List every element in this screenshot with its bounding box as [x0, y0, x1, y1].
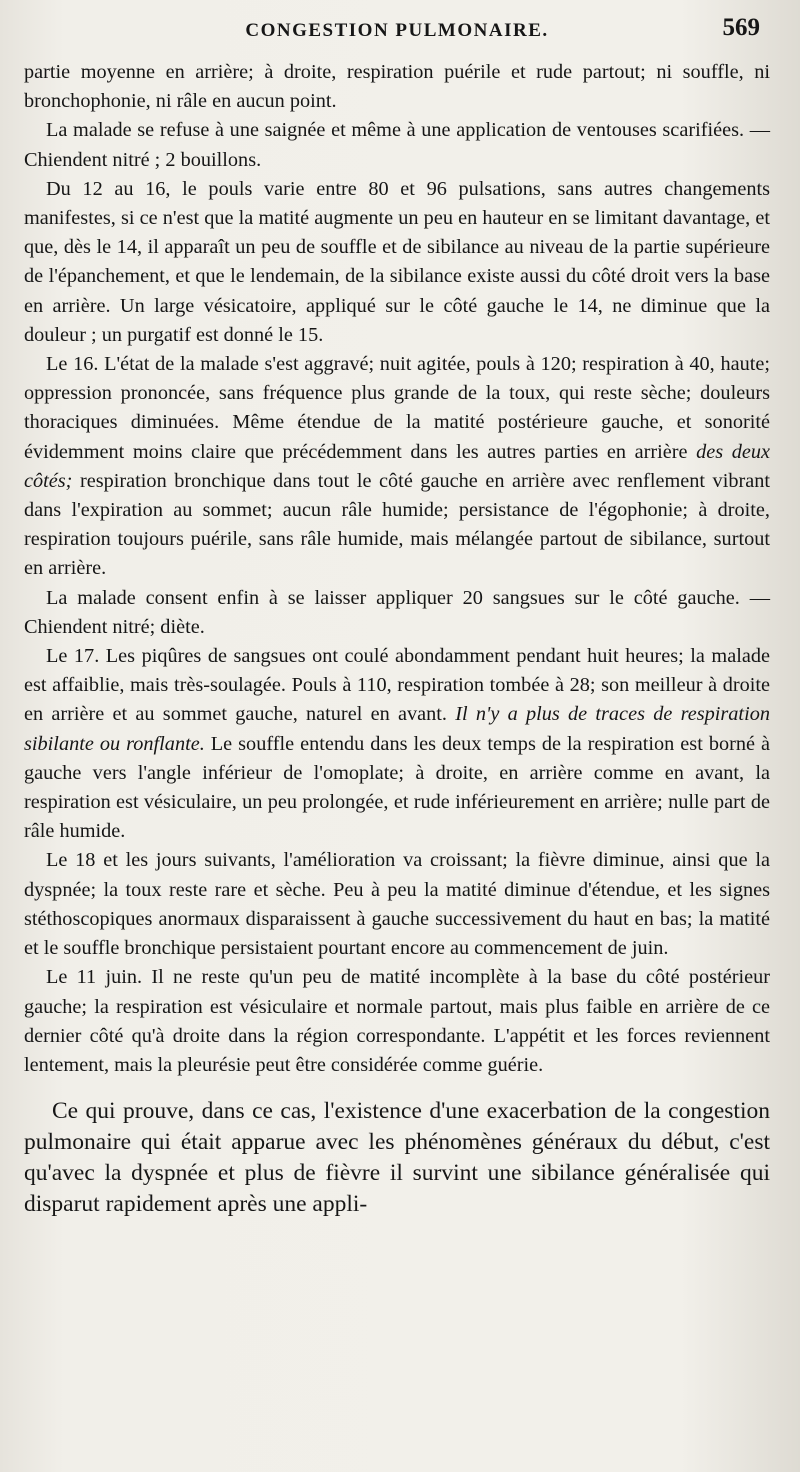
text-run: Le souffle entendu dans les deux temps de la respiration est borné à gauche vers l'angle inférieur de l'omoplate; à droite, en arrière comme en avant, la respiration est vésiculaire, un peu prolongée, et rude inférieurement en arrière; nulle part de râle humide.: [24, 732, 770, 843]
final-paragraph: Ce qui prouve, dans ce cas, l'existence d'une exacerbation de la congestion pulmonaire qui était apparue avec les phénomènes généraux du début, c'est qu'avec la dyspnée et plus de fièvre il survint une sibilance généralisée qui disparut rapidement après une appli-: [24, 1098, 770, 1218]
text-run: Le 17. Les piqûres de sangsues ont coulé abondamment pendant huit heures; la malade est affaiblie, mais très-soulagée. Pouls à 110, respiration tombée à 28; son meilleur à droite en arrière et au sommet gauche, naturel en avant.: [24, 645, 770, 726]
text-run: Le 16. L'état de la malade s'est aggravé; nuit agitée, pouls à 120; respiration à 40, haute; oppression prononcée, sans fréquence plus grande de la toux, qui reste sèche; douleurs thoraciques diminuées. Même étendue de la matité postérieure gauche, et sonorité évidemment moins claire que précédemment dans les autres parties en arrière: [24, 353, 770, 463]
text-run: La malade consent enfin à se laisser appliquer 20 sangsues sur le côté gauche. — Chiendent nitré; diète.: [24, 586, 770, 638]
paragraph: [24, 584, 770, 642]
italic-text: Il n'y a plus de traces de respiration sibilante ou ronflante.: [24, 703, 770, 755]
page-header: [24, 14, 770, 48]
paragraph: [24, 350, 770, 584]
page-body: [24, 58, 770, 1080]
paragraph: [24, 846, 770, 963]
paragraph: [24, 642, 770, 846]
text-run: La malade se refuse à une saignée et même à une application de ventouses scarifiées. — Chiendent nitré ; 2 bouillons.: [24, 119, 770, 171]
text-run: Le 11 juin. Il ne reste qu'un peu de matité incomplète à la base du côté postérieur gauche; la respiration est vésiculaire et normale partout, mais plus faible en arrière de ce dernier côté qu'à droite dans la région correspondante. L'appétit et les forces reviennent lentement, mais la pleurésie peut être considérée comme guérie.: [24, 966, 770, 1076]
paragraph: [24, 58, 770, 116]
text-run: Du 12 au 16, le pouls varie entre 80 et 96 pulsations, sans autres changements manifestes, si ce n'est que la matité augmente un peu en hauteur en se limitant davantage, et que, dès le 14, il apparaît un peu de souffle et de sibilance au niveau de la partie supérieure de l'épanchement, et que le lendemain, de la sibilance existe aussi du côté droit vers la base en arrière. Un large vésicatoire, appliqué sur le côté gauche le 14, ne diminue que la douleur ; un purgatif est donné le 15.: [24, 177, 770, 346]
paragraph: [24, 963, 770, 1080]
running-title: CONGESTION PULMONAIRE.: [245, 20, 549, 41]
page-number: 569: [722, 14, 760, 41]
paragraph: [24, 116, 770, 174]
text-run: Le 18 et les jours suivants, l'amélioration va croissant; la fièvre diminue, ainsi que la dyspnée; la toux reste rare et sèche. Peu à peu la matité diminue d'étendue, et les signes stéthoscopiques anormaux disparaissent à gauche successivement du haut en bas; la matité et le souffle bronchique persistaient pourtant encore au commencement de juin.: [24, 849, 770, 960]
italic-text: des deux côtés;: [24, 440, 770, 492]
paragraph: [24, 175, 770, 350]
text-run: partie moyenne en arrière; à droite, respiration puérile et rude partout; ni souffle, ni bronchophonie, ni râle en aucun point.: [24, 61, 770, 113]
text-run: respiration bronchique dans tout le côté gauche en arrière avec renflement vibrant dans l'expiration au sommet; aucun râle humide; persistance de l'égophonie; à droite, respiration toujours puérile, sans râle humide, mais mélangée partout de sibilance, surtout en arrière.: [24, 469, 770, 580]
